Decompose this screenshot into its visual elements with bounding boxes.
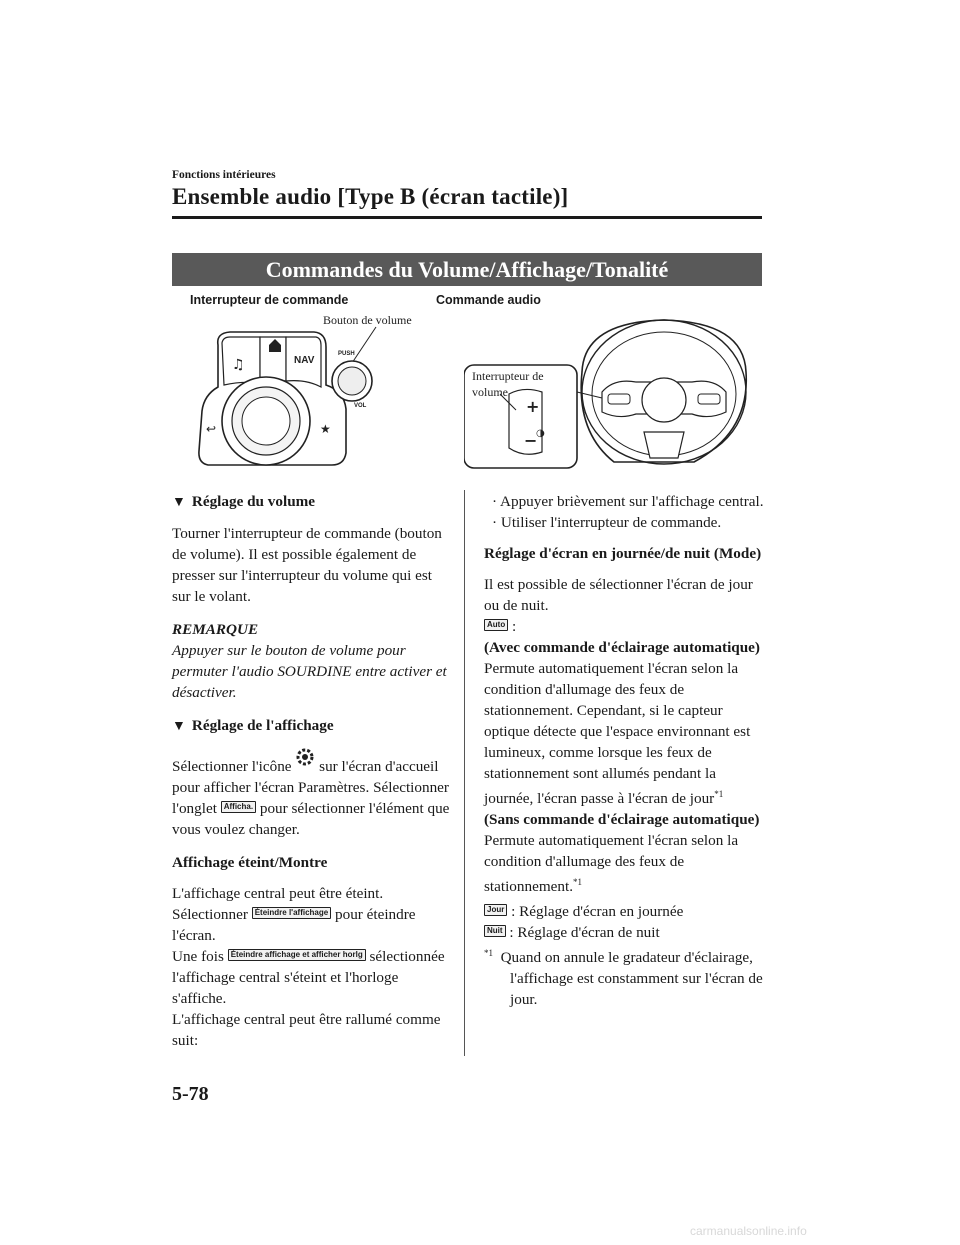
page-title: Ensemble audio [Type B (écran tactile)] xyxy=(172,184,569,209)
heading-display: ▼ Réglage de l'affichage xyxy=(172,717,334,734)
section-banner: Commandes du Volume/Affichage/Tonalité xyxy=(172,253,762,286)
heading-volume: ▼ Réglage du volume xyxy=(172,493,316,510)
svg-text:PUSH: PUSH xyxy=(338,351,355,357)
day-line: Jour : Réglage d'écran en journée xyxy=(484,901,764,922)
bullet-item: · Appuyer brièvement sur l'affichage central. xyxy=(492,493,764,510)
section-name: Fonctions intérieures xyxy=(172,169,276,181)
display-paragraph: Sélectionner l'icône sur l'écran d'accueil pour afficher l'écran Paramètres. Sélectionner l'onglet Afficha. pour sélectionner l'élément que vous voulez changer. xyxy=(172,747,452,840)
without-auto-paragraph: Permute automatiquement l'écran selon la condition d'allumage des feux de stationnement.$^{*1}$ xyxy=(484,832,739,896)
heading-without-auto: (Sans commande d'éclairage automatique) xyxy=(484,811,760,829)
triangle-icon: ▼ xyxy=(172,719,186,734)
heading-with-auto: (Avec commande d'éclairage automatique) xyxy=(484,639,760,656)
display-tab-button: Afficha. xyxy=(221,801,256,813)
auto-line: Auto : xyxy=(484,616,764,637)
remark-text: Appuyer sur le bouton de volume pour permuter l'audio SOURDINE entre activer et désactiver. xyxy=(172,642,447,701)
watermark: carmanualsonline.info xyxy=(690,1224,807,1238)
volume-paragraph: Tourner l'interrupteur de commande (bouton de volume). Il est possible également de presser sur l'interrupteur du volume qui est sur le volant. xyxy=(172,525,442,605)
auto-button: Auto xyxy=(484,619,508,631)
callout-volume-knob: Bouton de volume xyxy=(323,313,412,327)
column-divider xyxy=(464,490,465,1056)
footnote: $^{*1}$ Quand on annule le gradateur d'éclairage, l'affichage est constamment sur l'écran de jour. xyxy=(484,948,763,1009)
right-column xyxy=(484,491,764,1010)
svg-text:↩: ↩ xyxy=(206,422,217,436)
title-rule xyxy=(172,216,762,219)
display-off-clock-button: Éteindre affichage et afficher horlg xyxy=(228,949,366,961)
svg-text:★: ★ xyxy=(320,422,331,436)
remark-title: REMARQUE xyxy=(172,621,259,638)
left-column xyxy=(172,491,452,1051)
day-night-paragraph: Il est possible de sélectionner l'écran de jour ou de nuit. xyxy=(484,576,753,614)
svg-text:♫: ♫ xyxy=(232,357,245,373)
svg-text:NAV: NAV xyxy=(294,355,315,366)
callout-volume-switch: Interrupteur de volume xyxy=(472,369,544,399)
svg-text:◑: ◑ xyxy=(536,428,545,439)
svg-text:−: − xyxy=(524,431,538,450)
triangle-icon: ▼ xyxy=(172,495,186,510)
figure-label-audio-control: Commande audio xyxy=(436,293,541,307)
heading-display-off: Affichage éteint/Montre xyxy=(172,854,328,871)
heading-day-night: Réglage d'écran en journée/de nuit (Mode) xyxy=(484,545,762,562)
figure-label-commander: Interrupteur de commande xyxy=(190,293,349,307)
page-number: 5-78 xyxy=(172,1083,209,1105)
night-button: Nuit xyxy=(484,925,506,937)
svg-text:VOL: VOL xyxy=(354,403,367,409)
settings-gear-icon xyxy=(295,747,315,767)
display-off-button: Éteindre l'affichage xyxy=(252,907,331,919)
bullet-item: · Utiliser l'interrupteur de commande. xyxy=(492,514,722,531)
night-line: Nuit : Réglage d'écran de nuit xyxy=(484,922,764,943)
day-button: Jour xyxy=(484,904,507,916)
display-off-paragraph: L'affichage central peut être éteint. Sélectionner Éteindre l'affichage pour éteindre l'écran. Une fois Éteindre affichage et afficher horlg sélectionnée l'affichage central s'éteint et l'horloge s'affiche. L'affichage central peut être rallumé comme suit: xyxy=(172,885,445,1049)
with-auto-paragraph: Permute automatiquement l'écran selon la condition d'allumage des feux de stationnement. Cependant, si le capteur optique détecte que l'espace environnant est lumineux, comme lorsque les feux de stationnement sont allumés pendant la journée, l'écran passe à l'écran de jour$^{*1}$ xyxy=(484,660,751,808)
svg-text:+: + xyxy=(526,397,540,416)
commander-switch-illustration xyxy=(196,325,436,473)
